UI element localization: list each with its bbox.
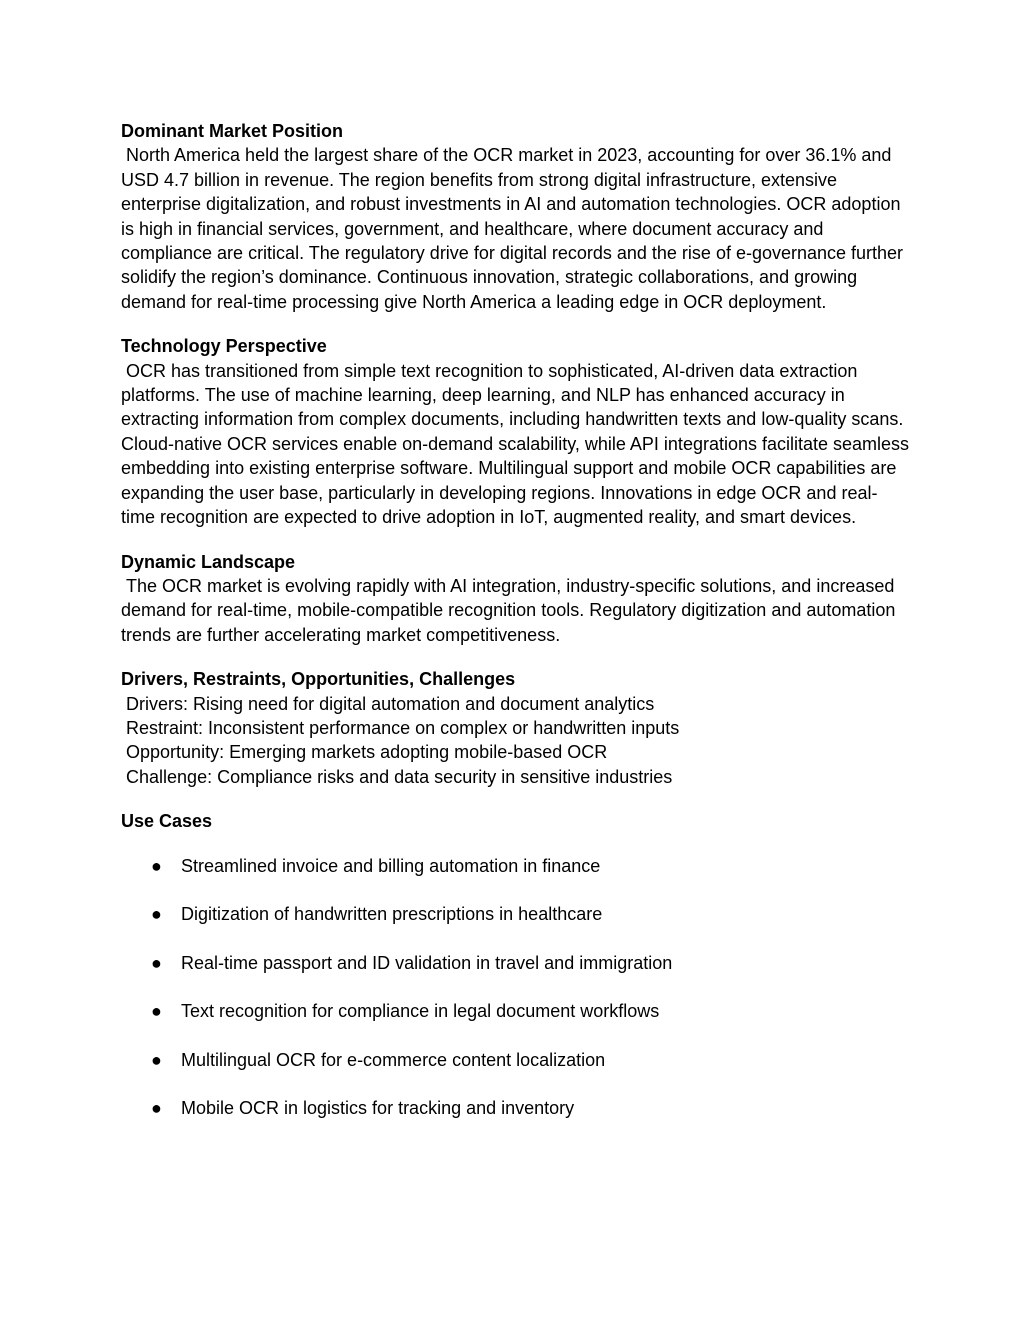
bullet-icon: ● — [151, 1098, 162, 1119]
list-item — [121, 999, 911, 1023]
bullet-icon: ● — [151, 855, 162, 876]
section-technology-perspective — [121, 334, 915, 529]
use-cases-list — [121, 854, 911, 1121]
section-dynamic-landscape — [121, 550, 911, 648]
section-dominant-market-position — [121, 119, 911, 314]
list-item — [121, 902, 911, 926]
section-heading: Dominant Market Position — [121, 121, 344, 141]
bullet-icon: ● — [151, 904, 162, 925]
section-heading: Use Cases — [121, 811, 213, 832]
bullet-icon: ● — [151, 1001, 162, 1022]
section-body: The OCR market is evolving rapidly with AI integration, industry-specific solutions, and increased demand for real-time, mobile-compatible recognition tools. Regulatory digitization and automation trends are further accelerating market competitiveness. — [121, 575, 901, 645]
drivers-line: Drivers: Rising need for digital automation and document analytics — [121, 693, 655, 714]
section-body: North America held the largest share of the OCR market in 2023, accounting for over 36.1% and USD 4.7 billion in revenue. The region benefits from strong digital infrastructure, extensive enterprise digitalization, and robust investments in AI and automation technologies. OCR adoption is high in financial services, government, and healthcare, where document accuracy and compliance are critical. The regulatory drive for digital records and the rise of e-governance further solidify the region’s dominance. Continuous innovation, strategic collaborations, and growing demand for real-time processing give North America a leading edge in OCR deployment. — [121, 145, 909, 312]
restraint-line: Restraint: Inconsistent performance on complex or handwritten inputs — [121, 717, 680, 738]
section-use-cases — [121, 809, 911, 1121]
section-heading: Technology Perspective — [121, 336, 327, 357]
list-item — [121, 1096, 911, 1120]
list-item — [121, 1048, 911, 1072]
section-drivers-restraints — [121, 667, 911, 789]
section-heading: Dynamic Landscape — [121, 551, 296, 572]
list-item-text: Real-time passport and ID validation in travel and immigration — [181, 952, 673, 973]
bullet-icon: ● — [151, 952, 162, 973]
list-item — [121, 854, 911, 878]
document-page — [121, 119, 915, 1145]
opportunity-line: Opportunity: Emerging markets adopting mobile-based OCR — [121, 742, 608, 763]
list-item — [121, 951, 911, 975]
list-item-text: Streamlined invoice and billing automation in finance — [181, 855, 601, 876]
bullet-icon: ● — [151, 1049, 162, 1070]
section-heading: Drivers, Restraints, Opportunities, Challenges — [121, 669, 516, 690]
list-item-text: Text recognition for compliance in legal document workflows — [181, 1001, 660, 1022]
challenge-line: Challenge: Compliance risks and data security in sensitive industries — [121, 766, 673, 787]
list-item-text: Digitization of handwritten prescriptions in healthcare — [181, 904, 603, 925]
section-body: OCR has transitioned from simple text recognition to sophisticated, AI-driven data extraction platforms. The use of machine learning, deep learning, and NLP has enhanced accuracy in extracting information from complex documents, including handwritten texts and low-quality scans. Cloud-native OCR services enable on-demand scalability, while API integrations facilitate seamless embedding into existing enterprise software. Multilingual support and mobile OCR capabilities are expanding the user base, particularly in developing regions. Innovations in edge OCR and real-time recognition are expected to drive adoption in IoT, augmented reality, and smart devices. — [121, 360, 915, 528]
list-item-text: Mobile OCR in logistics for tracking and inventory — [181, 1098, 575, 1119]
list-item-text: Multilingual OCR for e-commerce content localization — [181, 1049, 606, 1070]
